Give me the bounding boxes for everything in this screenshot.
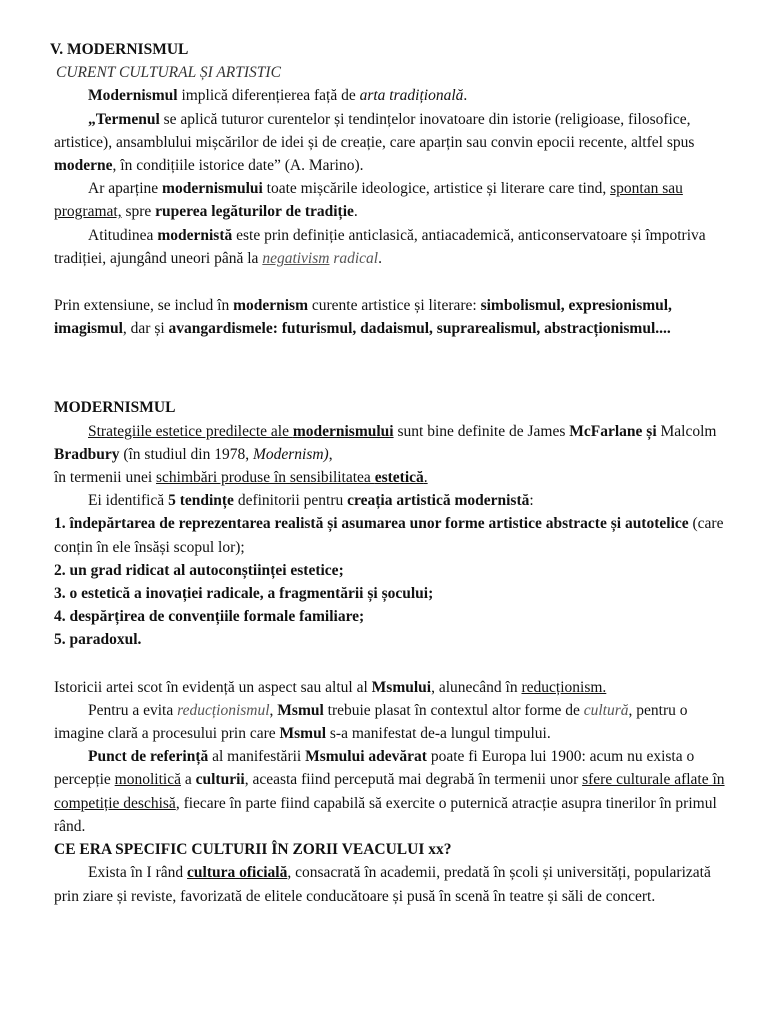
bold-term: Msmului (371, 678, 432, 696)
italic-term: cultură (583, 701, 629, 719)
paragraph: Istoricii artei scot în evidență un aspect sau altul al Msmului, alunecând în reducționism. (54, 678, 607, 696)
underlined-term: schimbări produse în sensibilitatea (156, 469, 375, 487)
underlined-term: reducționism. (521, 678, 607, 696)
italic-term: radical (333, 249, 379, 267)
bold-term: Msmul (277, 701, 324, 719)
bold-term: Modernismul (88, 87, 178, 105)
section-title: V. MODERNISMUL (50, 41, 189, 58)
list-item: 4. despărțirea de convențiile formale familiare; (54, 608, 365, 626)
bold-term: avangardismele: futurismul, dadaismul, suprarealismul, abstracționismul.... (168, 320, 671, 338)
section-subtitle: CURENT CULTURAL ȘI ARTISTIC (56, 64, 281, 82)
italic-term: reducționismul (177, 701, 270, 719)
bold-term: ruperea legăturilor de tradiție (155, 203, 354, 221)
paragraph: Pentru a evita reducționismul, Msmul trebuie plasat în contextul altor forme de cultură, pentru o imagine clară a procesului prin care Msmul s-a manifestat de-a lungul timpului. (54, 701, 688, 743)
section-heading: CE ERA SPECIFIC CULTURII ÎN ZORII VEACULUI xx? (54, 841, 452, 859)
italic-term: arta tradițională (359, 87, 464, 105)
bold-term: cultura oficială (187, 864, 288, 882)
bold-term: modernismului (292, 422, 394, 440)
bold-term: Msmul (279, 725, 326, 743)
paragraph: Strategiile estetice predilecte ale modernismului sunt bine definite de James McFarlane și Malcolm Bradbury (în studiul din 1978, Modernism), (54, 422, 717, 463)
bold-term: estetică (374, 469, 424, 487)
paragraph: Ar aparține modernismului toate mișcările ideologice, artistice și literare care tind, spontan sau programat, spre ruperea legăturilor de tradiție. (54, 180, 683, 221)
list-item: 3. o estetică a inovației radicale, a fragmentării și șocului; (54, 585, 434, 603)
bold-term: Msmului adevărat (305, 748, 427, 766)
underlined-term: sfere culturale aflate în competiție deschisă (54, 771, 725, 812)
italic-term: negativism (262, 249, 330, 267)
paragraph: „Termenul se aplică tuturor curentelor și tendințelor inovatoare din istorie (religioase, filosofice, artistice), ansamblului mișcărilor de idei și de creație, care aparțin sau convin epocii recente, altfel spus moderne, în condițiile istorice date” (A. Marino). (54, 110, 695, 175)
bold-term: 5 tendințe (168, 492, 234, 510)
section-title: MODERNISMUL (54, 399, 176, 417)
underlined-term: monolitică (114, 771, 181, 789)
paragraph: Modernismul implică diferențierea față de arta tradițională. (88, 87, 468, 105)
paragraph: Ei identifică 5 tendințe definitorii pentru creația artistică modernistă: (88, 492, 534, 510)
paragraph: Prin extensiune, se includ în modernism curente artistice și literare: simbolismul, expresionismul, imagismul, dar și avangardismele: futurismul, dadaismul, suprarealismul, abstracționismul.... (54, 297, 672, 338)
list-item: 2. un grad ridicat al autoconștiinței estetice; (54, 561, 344, 579)
bold-term: creația artistică modernistă (347, 492, 530, 510)
italic-term: Modernism) (252, 445, 329, 463)
bold-term: moderne (54, 157, 113, 175)
bold-term: modernism (233, 297, 309, 315)
bold-term: Punct de referință (88, 748, 209, 766)
paragraph: Punct de referință al manifestării Msmului adevărat poate fi Europa lui 1900: acum nu exista o percepție monolitică a culturii, aceasta fiind percepută mai degrabă în termenii unor sfere culturale aflate în competiție deschisă, fiecare în parte fiind capabilă să exercite o puternică atracție asupra tinerilor în primul rând. (54, 748, 725, 835)
bold-term: Bradbury (54, 445, 120, 463)
bold-term: și (646, 422, 657, 440)
paragraph: Exista în I rând cultura oficială, consacrată în academii, predată în școli și universități, popularizată prin ziare și reviste, favorizată de elitele conducătoare și pusă în scenă în teatre și săli de concert. (54, 864, 711, 905)
bold-term: McFarlane (569, 422, 643, 440)
bold-term: simbolismul, expresionismul, imagismul (54, 297, 672, 338)
list-item: 5. paradoxul. (54, 631, 142, 649)
paragraph: Atitudinea modernistă este prin definiție anticlasică, antiacademică, anticonservatoare și împotriva tradiției, ajungând uneori până la negativism radical. (54, 226, 706, 267)
bold-term: modernistă (157, 226, 233, 244)
underlined-term: Strategiile estetice predilecte ale (88, 422, 293, 440)
bold-term: „Termenul (88, 110, 160, 128)
paragraph: în termenii unei schimbări produse în sensibilitatea estetică. (54, 469, 428, 487)
underlined-term: spontan sau programat, (54, 180, 683, 221)
list-item: 1. îndepărtarea de reprezentarea realistă și asumarea unor forme artistice abstracte și autotelice (care conțin în ele însăși scopul lor); (54, 515, 724, 556)
bold-term: culturii (195, 771, 245, 789)
bold-term: modernismului (162, 180, 263, 198)
